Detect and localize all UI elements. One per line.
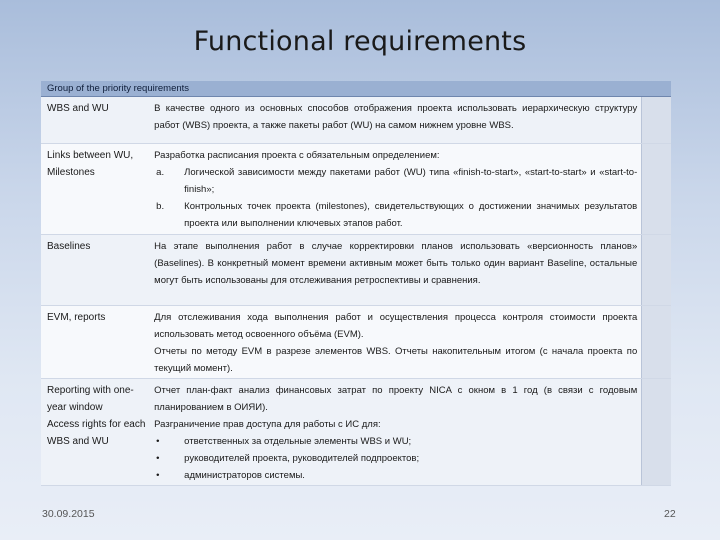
list-item [154, 164, 637, 198]
requirements-table [41, 81, 671, 486]
list-item-text: администраторов системы. [184, 470, 305, 481]
bullet-icon: • [156, 470, 160, 481]
list-item-text: ответственных за отдельные элементы WBS и WU; [184, 436, 412, 447]
bullet-icon: • [156, 436, 160, 447]
row-label: Baselines [41, 235, 152, 305]
row-label: EVM, reports [41, 306, 152, 378]
list-item [154, 198, 637, 232]
row-content [152, 306, 641, 378]
bullet-icon: • [156, 453, 160, 464]
row-content-para1: Для отслеживания хода выполнения работ и осуществления процесса контроля стоимости проекта использовать метод освоенного объёма (EVM). [154, 312, 638, 340]
row-label-part2: Access rights for each WBS and WU [47, 419, 146, 447]
row-side-cell [641, 235, 671, 305]
list-item-text: Логической зависимости между пакетами работ (WU) типа «finish-to-start», «start-to-start» и «start-to-finish»; [184, 167, 638, 195]
list-item-text: Контрольных точек проекта (milestones), свидетельствующих о достижении значимых результатов проекта или выполнении ключевых этапов работ. [184, 201, 638, 229]
row-content: На этапе выполнения работ в случае корректировки планов использовать «версионность планов» (Baselines). В конкретный момент времени активным может быть только один вариант Baseline, остальные могут быть использованы для отслеживания ретроспективы и сравнения. [152, 235, 641, 305]
row-side-cell [641, 144, 671, 234]
list-marker: a. [156, 167, 165, 178]
row-content [152, 144, 641, 234]
table-row-wbs [41, 97, 671, 144]
row-label-part1: Reporting with one-year window [47, 385, 134, 413]
table-row-reporting [41, 379, 671, 486]
list-item-text: руководителей проекта, руководителей подпроектов; [184, 453, 420, 464]
row-content [152, 379, 641, 485]
list-marker: b. [156, 201, 165, 212]
slide-title: Functional requirements [193, 26, 527, 57]
slide-date: 30.09.2015 [42, 508, 95, 520]
table-row-baselines [41, 235, 671, 306]
row-content-para1: Отчет план-факт анализ финансовых затрат по проекту NICA с окном в 1 год (в связи с годовым планированием в ОИЯИ). [154, 385, 638, 413]
list-item [154, 450, 637, 467]
slide-page-number: 22 [664, 508, 676, 520]
row-label: WBS and WU [41, 97, 152, 143]
list-item [154, 433, 637, 450]
list-item [154, 467, 637, 484]
row-label: Links between WU, Milestones [41, 144, 152, 234]
row-side-cell [641, 97, 671, 143]
row-label [41, 379, 152, 485]
row-content: В качестве одного из основных способов отображения проекта использовать иерархическую структуру работ (WBS) проекта, а также пакеты работ (WU) на самом нижнем уровне WBS. [152, 97, 641, 143]
row-intro: Разработка расписания проекта с обязательным определением: [154, 150, 440, 161]
row-side-cell [641, 379, 671, 485]
row-intro: Разграничение прав доступа для работы с ИС для: [154, 419, 381, 430]
group-header: Group of the priority requirements [41, 81, 671, 97]
table-row-links [41, 144, 671, 235]
row-side-cell [641, 306, 671, 378]
table-row-evm [41, 306, 671, 379]
row-content-para2: Отчеты по методу EVM в разрезе элементов WBS. Отчеты накопительным итогом (с начала проекта по текущий момент). [154, 346, 638, 374]
